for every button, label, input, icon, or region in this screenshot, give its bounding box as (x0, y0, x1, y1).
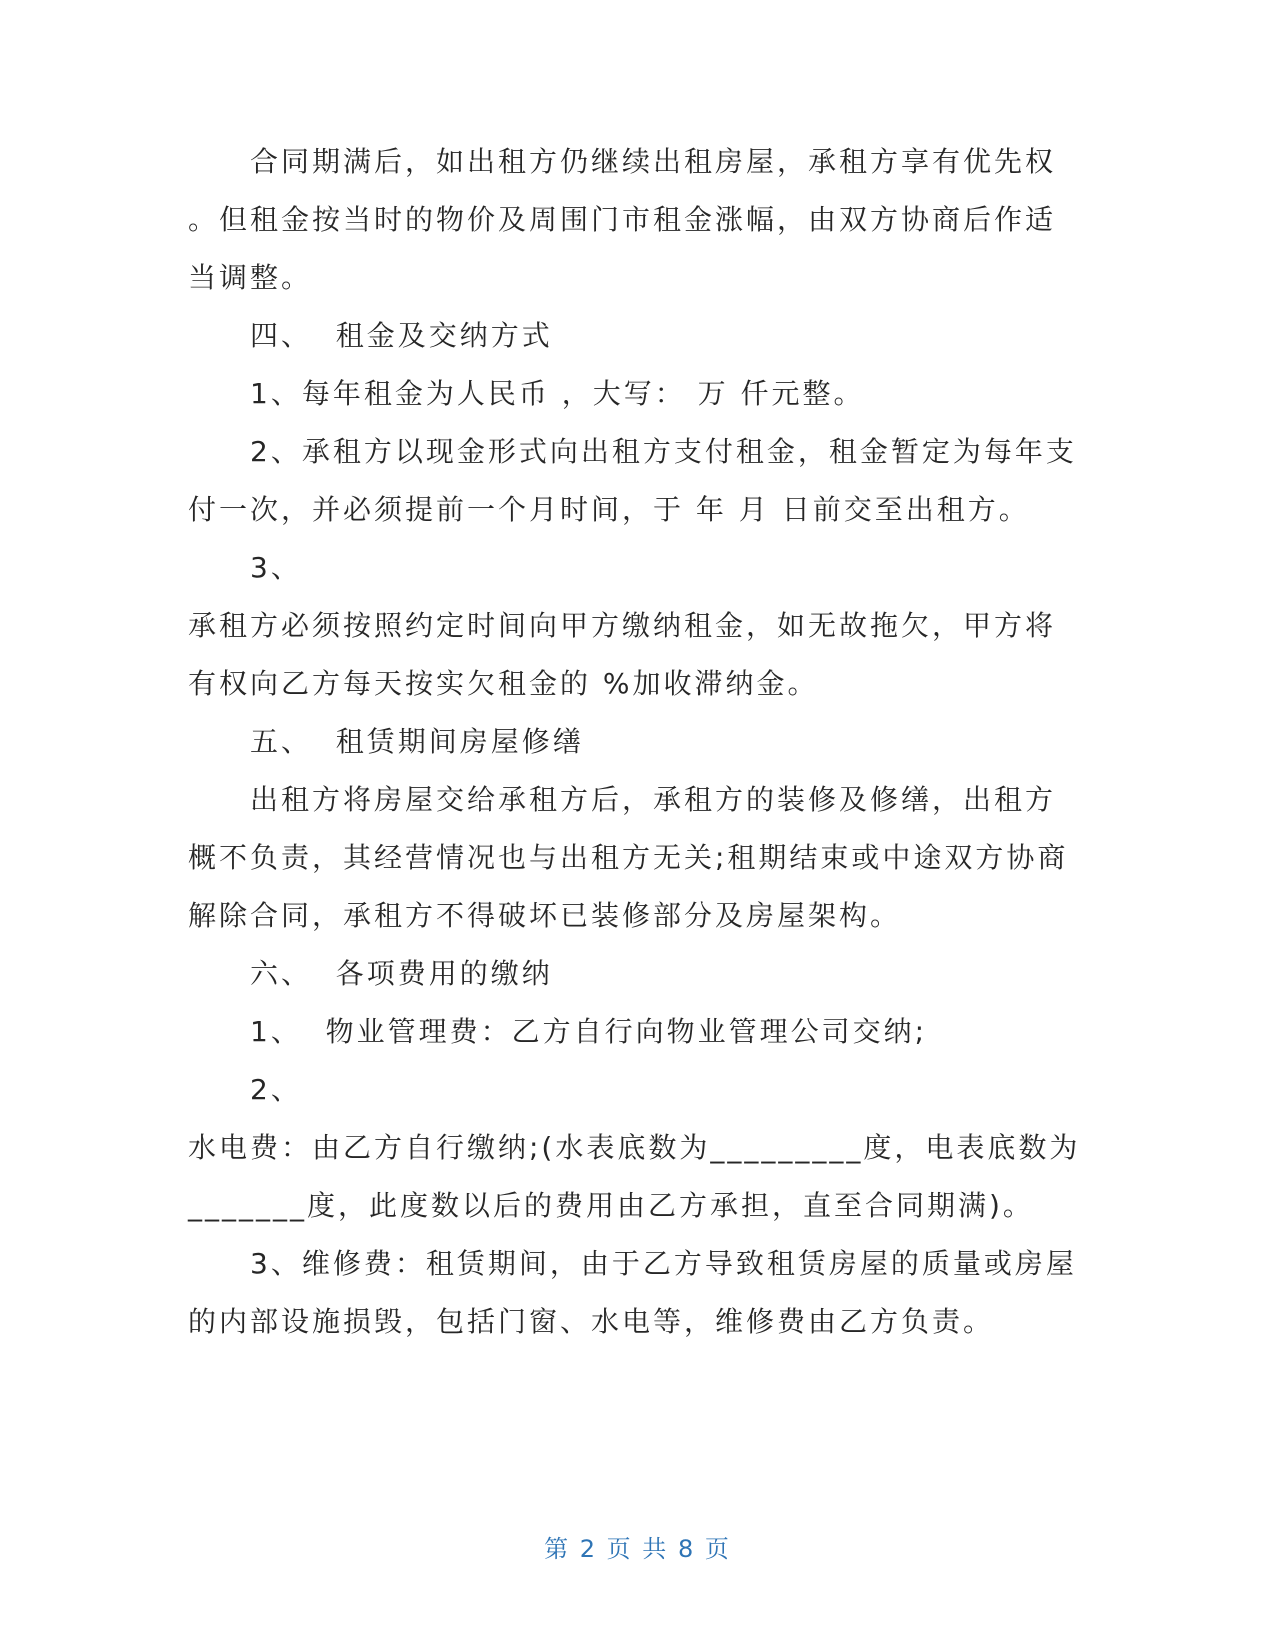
page-number-footer: 第 2 页 共 8 页 (544, 1535, 731, 1563)
paragraph-line: 水电费：由乙方自行缴纳;(水表底数为_________度，电表底数为 (188, 1131, 1081, 1164)
section-heading: 四、 租金及交纳方式 (250, 319, 553, 352)
paragraph-line: 3、 (250, 551, 302, 584)
paragraph-line: 有权向乙方每天按实欠租金的 %加收滞纳金。 (188, 667, 819, 700)
paragraph-line: 出租方将房屋交给承租方后，承租方的装修及修缮，出租方 (250, 783, 1057, 816)
paragraph-line: 1、 物业管理费：乙方自行向物业管理公司交纳; (250, 1015, 928, 1048)
paragraph-line: 。但租金按当时的物价及周围门市租金涨幅，由双方协商后作适 (188, 203, 1057, 236)
paragraph-line: 付一次，并必须提前一个月时间，于 年 月 日前交至出租方。 (188, 493, 1030, 526)
paragraph-line: 的内部设施损毁，包括门窗、水电等，维修费由乙方负责。 (188, 1305, 995, 1338)
section-heading: 五、 租赁期间房屋修缮 (250, 725, 584, 758)
paragraph-line: 2、承租方以现金形式向出租方支付租金，租金暂定为每年支 (250, 435, 1077, 468)
paragraph-line: _______度，此度数以后的费用由乙方承担，直至合同期满)。 (188, 1189, 1034, 1222)
paragraph-line: 合同期满后，如出租方仍继续出租房屋，承租方享有优先权 (250, 145, 1057, 178)
paragraph-line: 当调整。 (188, 261, 313, 294)
paragraph-line: 承租方必须按照约定时间向甲方缴纳租金，如无故拖欠，甲方将 (188, 609, 1057, 642)
paragraph-line: 3、维修费：租赁期间，由于乙方导致租赁房屋的质量或房屋 (250, 1247, 1077, 1280)
paragraph-line: 概不负责，其经营情况也与出租方无关;租期结束或中途双方协商 (188, 841, 1069, 874)
paragraph-line: 解除合同，承租方不得破坏已装修部分及房屋架构。 (188, 899, 902, 932)
paragraph-line: 1、每年租金为人民币 ，大写： 万 仟元整。 (250, 377, 865, 410)
section-heading: 六、 各项费用的缴纳 (250, 957, 553, 990)
paragraph-line: 2、 (250, 1073, 302, 1106)
